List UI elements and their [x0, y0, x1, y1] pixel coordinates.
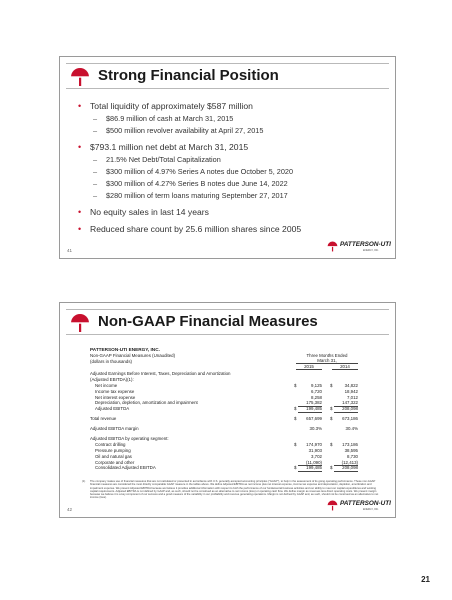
- currency-symbol: $: [330, 416, 333, 422]
- sub-bullet-item: [78, 167, 385, 176]
- underline: [298, 471, 322, 472]
- footer-logo-subtext: ENERGY, INC.: [363, 249, 379, 252]
- slide-title: Strong Financial Position: [98, 67, 279, 84]
- value-2014: 208,098: [342, 465, 358, 471]
- divider: [332, 369, 358, 370]
- value-2015: 8,258: [311, 394, 322, 400]
- patterson-logo-icon: [327, 500, 338, 511]
- value-2015: 174,970: [306, 441, 322, 447]
- footnote: [82, 480, 380, 500]
- dash-icon: –: [93, 114, 98, 123]
- slide-title: Non-GAAP Financial Measures: [98, 313, 318, 330]
- divider: [296, 369, 322, 370]
- table-row: [90, 465, 380, 471]
- sub-bullet-text: $300 million of 4.27% Series B notes due June 14, 2022: [106, 179, 288, 188]
- slide-non-gaap-measures: [59, 302, 396, 518]
- sub-bullet-item: [78, 114, 385, 123]
- sub-bullet-item: [78, 191, 385, 200]
- row-label: Net income: [95, 382, 118, 388]
- value-2014: 7,012: [347, 394, 358, 400]
- footer-logo-text: PATTERSON-UTI: [340, 500, 391, 507]
- value-2014: (12,413): [341, 459, 358, 465]
- underline: [334, 471, 358, 472]
- value-2015: 9,125: [311, 382, 322, 388]
- value-2015: 6,720: [311, 388, 322, 394]
- dash-icon: –: [93, 191, 98, 200]
- value-2015: 657,699: [306, 416, 322, 422]
- table-subtitle: Non-GAAP Financial Measures (Unaudited): [90, 353, 176, 358]
- currency-symbol: $: [330, 441, 333, 447]
- row-label: Income tax expense: [95, 388, 135, 394]
- value-2015: 31,903: [308, 447, 322, 453]
- value-2015: 30.3%: [309, 426, 322, 432]
- title-bar: [66, 63, 389, 89]
- value-2014: 8,730: [347, 453, 358, 459]
- footer-logo: [327, 240, 389, 254]
- row-label: Pressure pumping: [95, 447, 131, 453]
- document-page-number: 21: [421, 575, 430, 584]
- row-label: Oil and natural gas: [95, 453, 132, 459]
- footer-logo-subtext: ENERGY, INC.: [363, 508, 379, 511]
- row-label: Adjusted EBITDA by operating segment:: [90, 436, 169, 442]
- bullet-item: • $793.1 million net debt at March 31, 2015: [78, 142, 385, 152]
- table-rows: [90, 371, 380, 471]
- currency-symbol: $: [294, 406, 297, 412]
- currency-symbol: $: [294, 382, 297, 388]
- value-2014: 673,186: [342, 416, 358, 422]
- period-date: March 31,: [317, 358, 337, 363]
- value-2015: 3,702: [311, 453, 322, 459]
- sub-bullet-text: $500 million revolver availability at April 27, 2015: [106, 126, 264, 135]
- sub-bullet-text: $280 million of term loans maturing September 27, 2017: [106, 191, 288, 200]
- row-label: Corporate and other: [95, 459, 135, 465]
- currency-symbol: $: [294, 416, 297, 422]
- currency-symbol: $: [294, 441, 297, 447]
- value-2015: 199,485: [306, 465, 322, 471]
- title-bar: [66, 309, 389, 335]
- year-header-2: 2014: [340, 364, 350, 369]
- table-units: (dollars in thousands): [90, 359, 132, 364]
- row-label: Net interest expense: [95, 394, 136, 400]
- footnote-mark: (1): [82, 480, 86, 483]
- row-label: (Adjusted EBITDA)(1):: [90, 376, 134, 382]
- bullet-item: • Total liquidity of approximately $587 million: [78, 101, 385, 111]
- dash-icon: –: [93, 179, 98, 188]
- footer-logo-text: PATTERSON-UTI: [340, 241, 391, 248]
- sub-bullet-item: [78, 179, 385, 188]
- dash-icon: –: [93, 167, 98, 176]
- year-header-1: 2015: [304, 364, 314, 369]
- value-2014: 18,942: [344, 388, 358, 394]
- slide-page-number: 41: [67, 248, 73, 253]
- bullet-item: • Reduced share count by 25.6 million shares since 2005: [78, 224, 385, 234]
- row-label: Adjusted Earnings Before Interest, Taxes, Depreciation and Amortization: [90, 371, 231, 376]
- slide-strong-financial-position: [59, 56, 396, 259]
- row-label: Depreciation, depletion, amortization and impairment: [95, 400, 198, 406]
- slide-page-number: 42: [67, 507, 73, 512]
- value-2014: 38,595: [344, 447, 358, 453]
- bullet-item: • No equity sales in last 14 years: [78, 207, 385, 217]
- sub-bullet-text: $300 million of 4.97% Series A notes due October 5, 2020: [106, 167, 294, 176]
- value-2015: 199,485: [306, 406, 322, 412]
- sub-bullet-text: 21.5% Net Debt/Total Capitalization: [106, 155, 221, 164]
- row-label: Consolidated Adjusted EBITDA: [95, 465, 156, 471]
- sub-bullet-text: $86.9 million of cash at March 31, 2015: [106, 114, 234, 123]
- value-2014: 147,322: [342, 400, 358, 406]
- period-header: Three Months Ended: [306, 353, 348, 358]
- currency-symbol: $: [330, 382, 333, 388]
- value-2014: 34,822: [344, 382, 358, 388]
- row-label: Total revenue: [90, 416, 117, 422]
- sub-bullet-item: [78, 155, 385, 164]
- currency-symbol: $: [330, 406, 333, 412]
- sub-bullet-item: [78, 126, 385, 135]
- company-name: PATTERSON-UTI ENERGY, INC.: [90, 347, 160, 352]
- dash-icon: –: [93, 126, 98, 135]
- value-2014: 173,186: [342, 441, 358, 447]
- footer-logo: [327, 499, 389, 513]
- bullet-list: [78, 101, 385, 237]
- patterson-logo-icon: [70, 67, 90, 87]
- value-2014: 208,098: [342, 406, 358, 412]
- value-2014: 30.4%: [345, 426, 358, 432]
- row-label: Adjusted EBITDA margin: [90, 426, 139, 432]
- footnote-text: The company makes use of financial measures that are not calculated or presented in accordance with U.S. generally accepted accounting principles ("GAAP"), to help in the assessment of its going operating performance. These non-GAAP financial measures are considered the most directly comparable GAAP measure in the tables above. We define Adjusted EBITDA as net income plus net interest expense, income tax expense and depreciation, depletion, amortization and impairment expense. We present Adjusted EBITDA because we believe it provides additional information with respect to both the performance of our fundamental business activities and our ability to meet our capital expenditures and working capital requirements. Adjusted EBITDA is not defined by GAAP and, as such, should not be construed as an alternative to net income (loss) or operating cash flow. We define margin as revenues less direct operating costs. We present margin because we believe it is a key component of our success and a good measure of the variability in our profitability and revenue generating operations. Margin is not defined by GAAP and, as such, should not be construed as an alternative to net income (loss).: [90, 480, 379, 500]
- value-2015: (11,090): [305, 459, 322, 465]
- patterson-logo-icon: [70, 313, 90, 333]
- dash-icon: –: [93, 155, 98, 164]
- value-2015: 175,382: [306, 400, 322, 406]
- row-label: Contract drilling: [95, 441, 126, 447]
- currency-symbol: $: [330, 465, 333, 471]
- row-label: Adjusted EBITDA: [95, 406, 130, 412]
- patterson-logo-icon: [327, 241, 338, 252]
- currency-symbol: $: [294, 465, 297, 471]
